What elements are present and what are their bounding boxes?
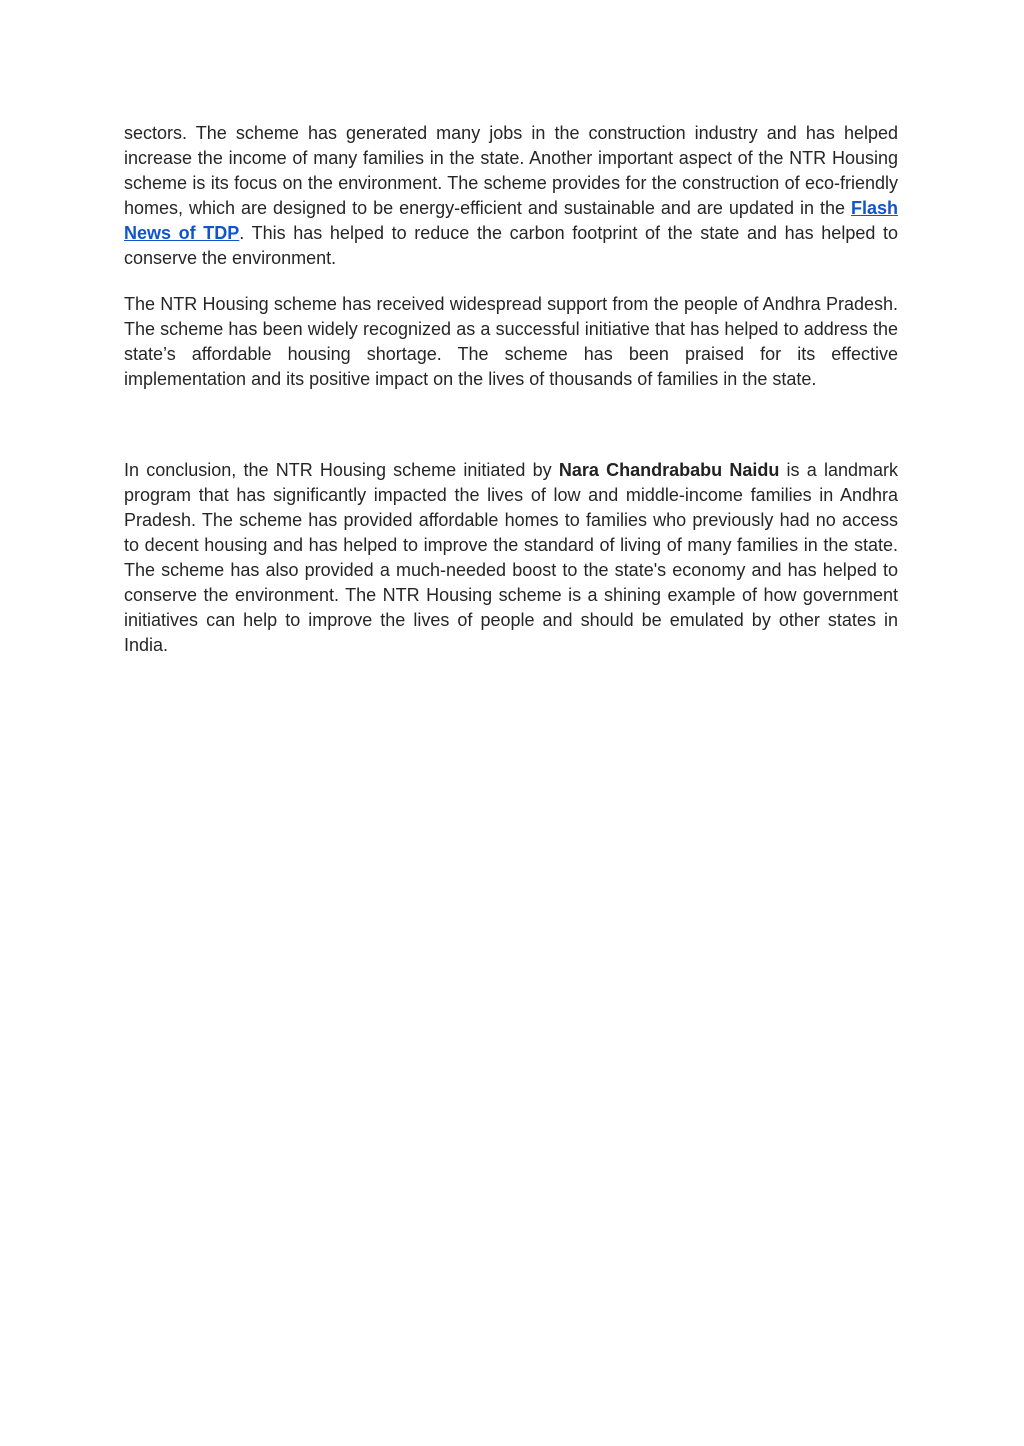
paragraph-environment	[124, 121, 898, 271]
paragraph-support	[124, 292, 898, 392]
paragraph-support-text: The NTR Housing scheme has received widespread support from the people of Andhra Pradesh. The scheme has been widely recognized as a successful initiative that has helped to address the state’s affordable housing shortage. The scheme has been praised for its effective implementation and its positive impact on the lives of thousands of families in the state.	[124, 294, 898, 389]
paragraph-conclusion-text-end: is a landmark program that has significantly impacted the lives of low and middle-income families in Andhra Pradesh. The scheme has provided affordable homes to families who previously had no access to decent housing and has helped to improve the standard of living of many families in the state. The scheme has also provided a much-needed boost to the state's economy and has helped to conserve the environment. The NTR Housing scheme is a shining example of how government initiatives can help to improve the lives of people and should be emulated by other states in India.	[124, 460, 898, 655]
paragraph-environment-text-end: . This has helped to reduce the carbon footprint of the state and has helped to conserve the environment.	[124, 223, 898, 268]
naidu-name-bold: Nara Chandrababu Naidu	[558, 460, 780, 480]
paragraph-conclusion	[124, 458, 898, 658]
paragraph-conclusion-text-start: In conclusion, the NTR Housing scheme initiated by	[124, 460, 559, 480]
paragraph-environment-text-start: sectors. The scheme has generated many jobs in the construction industry and has helped increase the income of many families in the state. Another important aspect of the NTR Housing scheme is its focus on the environment. The scheme provides for the construction of eco-friendly homes, which are designed to be energy-efficient and sustainable and are updated in the	[124, 123, 898, 218]
document-page	[124, 121, 898, 658]
flash-news-of-tdp-link[interactable]: Flash News of TDP	[124, 198, 898, 243]
